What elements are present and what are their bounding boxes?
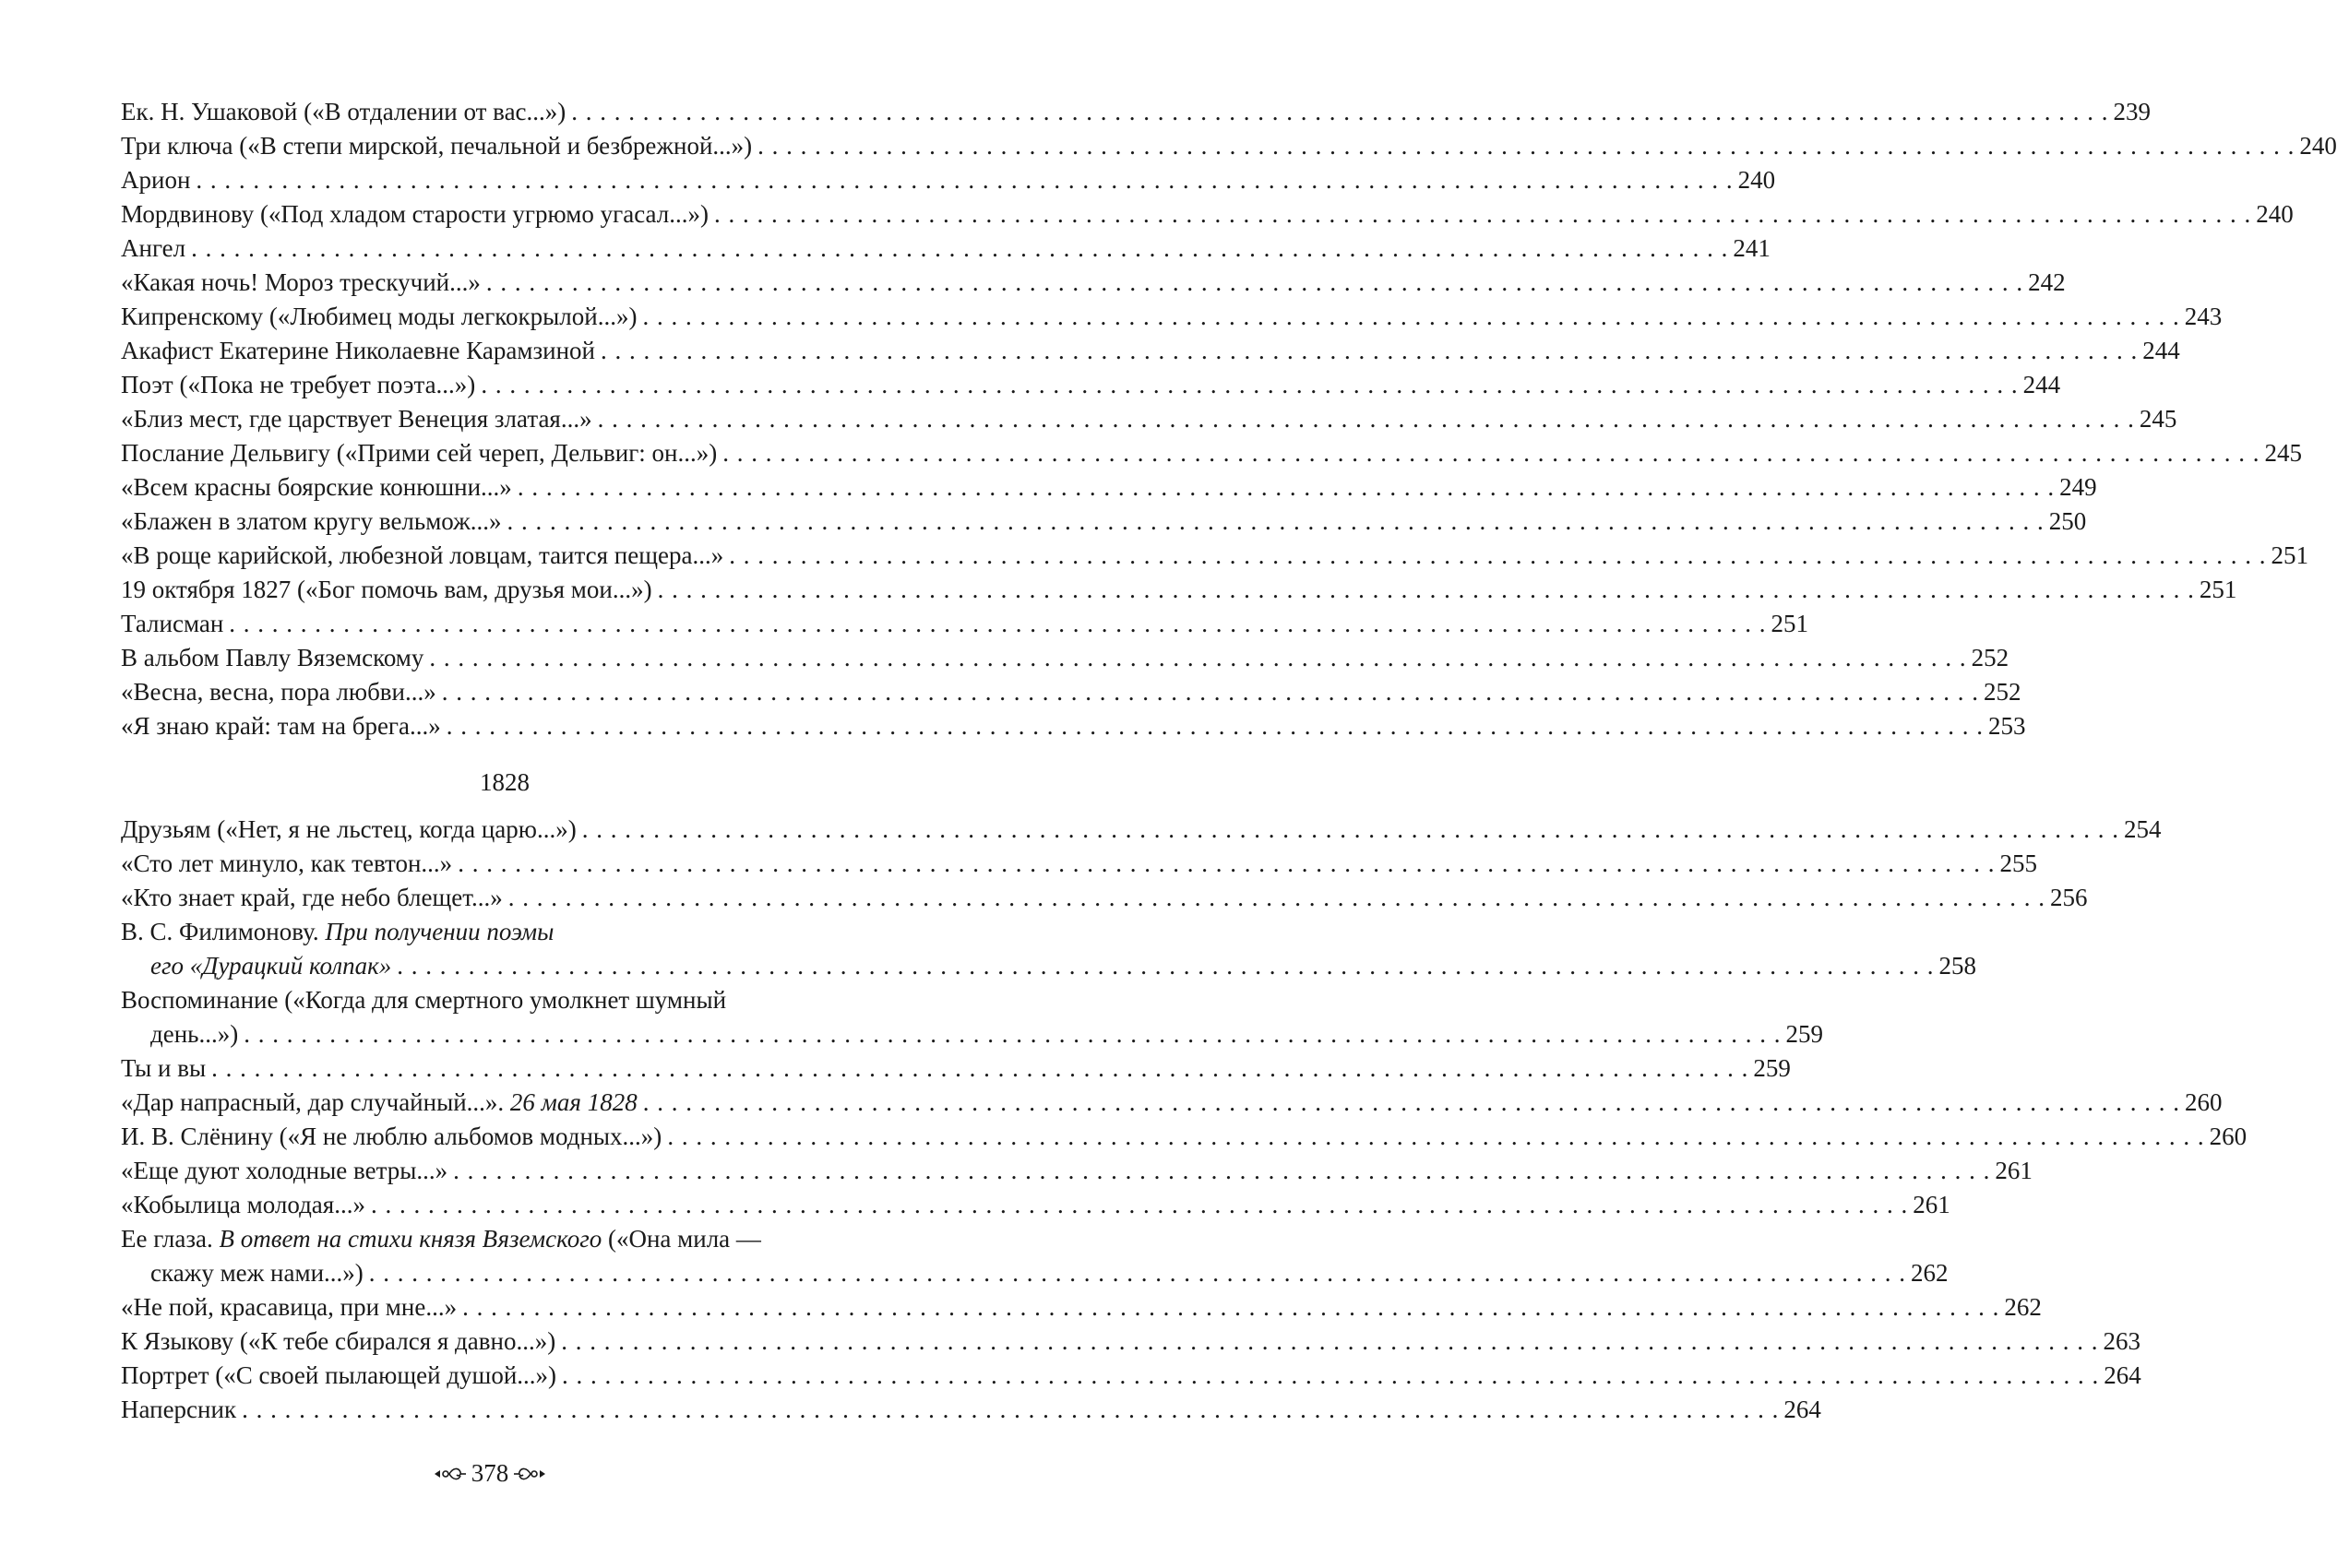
toc-list-1828 xyxy=(121,813,2248,1427)
toc-entry: Ангел . . . 241 xyxy=(121,232,888,266)
toc-entry: К Языкову («К тебе сбирался я давно...») . . . 263 xyxy=(121,1324,888,1359)
toc-entry-multiline: В. С. Филимонову. При получении поэмы его «Дурацкий колпак» . . . 258 xyxy=(121,915,888,983)
toc-entry: Портрет («С своей пылающей душой...») . . . 264 xyxy=(121,1359,888,1393)
toc-entry: «Еще дуют холодные ветры...» . . . 261 xyxy=(121,1154,888,1188)
toc-entry: «Весна, весна, пора любви...» . . . 252 xyxy=(121,675,888,709)
toc-entry: «Кто знает край, где небо блещет...» . . . 256 xyxy=(121,881,888,915)
page-number: 378 xyxy=(471,1459,509,1487)
toc-entry: Наперсник . . . 264 xyxy=(121,1393,888,1427)
toc-entry: «Блажен в златом кругу вельмож...» . . . 250 xyxy=(121,505,888,539)
toc-entry: «Кобылица молодая...» . . . 261 xyxy=(121,1188,888,1222)
toc-entry: «Близ мест, где царствует Венеция златая...» . . . 245 xyxy=(121,402,888,436)
year-heading: 1828 xyxy=(480,768,530,796)
toc-entry: Ек. Н. Ушаковой («В отдалении от вас...») . . . 239 xyxy=(121,95,888,129)
toc-list-1827 xyxy=(121,95,2337,743)
page-number-footer xyxy=(0,1456,980,1491)
toc-entry: «Всем красны боярские конюшни...» . . . 249 xyxy=(121,470,888,505)
toc-entry: «Какая ночь! Мороз трескучий...» . . . 242 xyxy=(121,266,888,300)
toc-entry: Друзьям («Нет, я не льстец, когда царю...») . . . 254 xyxy=(121,813,888,847)
toc-entry: В альбом Павлу Вяземскому . . . 252 xyxy=(121,641,888,675)
toc-entry: Три ключа («В степи мирской, печальной и безбрежной...») . . . 240 xyxy=(121,129,888,163)
toc-page xyxy=(121,95,2337,1427)
toc-entry: И. В. Слёнину («Я не люблю альбомов модных...») . . . 260 xyxy=(121,1120,888,1154)
toc-entry: Поэт («Пока не требует поэта...») . . . 244 xyxy=(121,368,888,402)
toc-entry: 19 октября 1827 («Бог помочь вам, друзья мои...») . . . 251 xyxy=(121,573,888,607)
toc-entry-multiline: Ее глаза. В ответ на стихи князя Вяземского («Она мила — скажу меж нами...») . . . 262 xyxy=(121,1222,888,1290)
toc-entry: Арион . . . 240 xyxy=(121,163,888,197)
toc-entry: «Сто лет минуло, как тевтон...» . . . 255 xyxy=(121,847,888,881)
toc-entry: Кипренскому («Любимец моды легкокрылой...») . . . 243 xyxy=(121,300,888,334)
ornament-right-icon xyxy=(512,1465,547,1483)
toc-entry: «Не пой, красавица, при мне...» . . . 262 xyxy=(121,1290,888,1324)
toc-entry: Ты и вы . . . 259 xyxy=(121,1051,888,1086)
toc-entry: «Я знаю край: там на брега...» . . . 253 xyxy=(121,709,888,743)
toc-entry: Мордвинову («Под хладом старости угрюмо угасал...») . . . 240 xyxy=(121,197,888,232)
ornament-left-icon xyxy=(433,1465,468,1483)
toc-entry-multiline: Воспоминание («Когда для смертного умолкнет шумный день...») . . . 259 xyxy=(121,983,888,1051)
toc-entry: Послание Дельвигу («Прими сей череп, Дельвиг: он...») . . . 245 xyxy=(121,436,888,470)
toc-entry: «Дар напрасный, дар случайный...». 26 мая 1828 . . . 260 xyxy=(121,1086,888,1120)
toc-entry: «В роще карийской, любезной ловцам, таится пещера...» . . . 251 xyxy=(121,539,888,573)
toc-entry: Талисман . . . 251 xyxy=(121,607,888,641)
toc-entry: Акафист Екатерине Николаевне Карамзиной . . . 244 xyxy=(121,334,888,368)
